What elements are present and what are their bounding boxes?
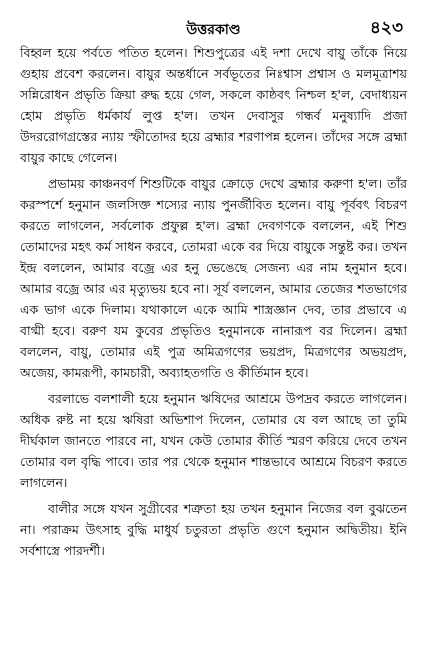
body-text [20,42,407,561]
page-number: ৪২৩ [369,18,403,38]
paragraph: বালীর সঙ্গে যখন সুগ্রীবের শত্রুতা হয় তখন হনুমান নিজের বল বুঝতেন না। পরাক্রম উৎসাহ বুদ্ধি মাধুর্য চতুরতা প্রভৃতি গুণে হনুমান অদ্বিতীয়। ইনি সর্বশাস্ত্রে পারদর্শী। [20,501,407,558]
paragraph: বরলাভে বলশালী হয়ে হনুমান ঋষিদের আশ্রমে উপদ্রব করতে লাগলেন। অধিক রুষ্ট না হয়ে ঋষিরা অভিশাপ দিলেন, তোমার যে বল আছে তা তুমি দীর্ঘকাল জানতে পারবে না, যখন কেউ তোমার কীর্তি স্মরণ করিয়ে দেবে তখন তোমার বল বৃদ্ধি পাবে। তার পর থেকে হনুমান শান্তভাবে আশ্রমে বিচরণ করতে লাগলেন। [20,391,407,490]
running-title: উত্তরকাণ্ড [186,22,241,38]
paragraph: বিহ্বল হয়ে পর্বতে পতিত হলেন। শিশুপুত্রের এই দশা দেখে বায়ু তাঁকে নিয়ে গুহায় প্রবেশ করলেন। বায়ুর অন্তর্ধানে সর্বভূতের নিঃশ্বাস প্রশ্বাস ও মলমূত্রাশয় সন্নিরোধন প্রভৃতি ক্রিয়া রুদ্ধ হয়ে গেল, সকলে কাষ্ঠবৎ নিশ্চল হ'ল, বেদাধ্যয়ন হোম প্রভৃতি ধর্মকার্য লুপ্ত হ'ল। তখন দেবাসুর গন্ধর্ব মনুষ্যাদি প্রজা উদররোগগ্রস্তের ন্যায় স্ফীতোদর হয়ে ব্রহ্মার শরণাপন্ন হলেন। তাঁদের সঙ্গে ব্রহ্মা বায়ুর কাছে গেলেন। [20,45,407,165]
paragraph: প্রভাময় কাঞ্চনবর্ণ শিশুটিকে বায়ুর ক্রোড়ে দেখে ব্রহ্মার করুণা হ'ল। তাঁর করস্পর্শে হনুমান জলসিক্ত শস্যের ন্যায় পুনর্জীবিত হলেন। বায়ু পূর্ববৎ বিচরণ করতে লাগলেন, সর্বলোক প্রফুল্ল হ'ল। ব্রহ্মা দেবগণকে বললেন, এই শিশু তোমাদের মহৎ কর্ম সাধন করবে, তোমরা একে বর দিয়ে বায়ুকে সন্তুষ্ট কর। তখন ইন্দ্র বললেন, আমার বজ্রে এর হনু ভেঙেছে সেজন্য এর নাম হনুমান হবে। আমার বজ্রে আর এর মৃত্যুভয় হবে না। সূর্য বললেন, আমার তেজের শতভাগের এক ভাগ একে দিলাম। যথাকালে একে আমি শাস্ত্রজ্ঞান দেব, তার প্রভাবে এ বাগ্মী হবে। বরুণ যম কুবের প্রভৃতিও হনুমানকে নানারূপ বর দিলেন। ব্রহ্মা বললেন, বায়ু, তোমার এই পুত্র অমিত্রগণের ভয়প্রদ, মিত্রগণের অভয়প্রদ, অজেয়, কামরূপী, কামচারী, অব্যাহতগতি ও কীর্তিমান হবে। [20,176,407,380]
running-head [20,12,407,42]
